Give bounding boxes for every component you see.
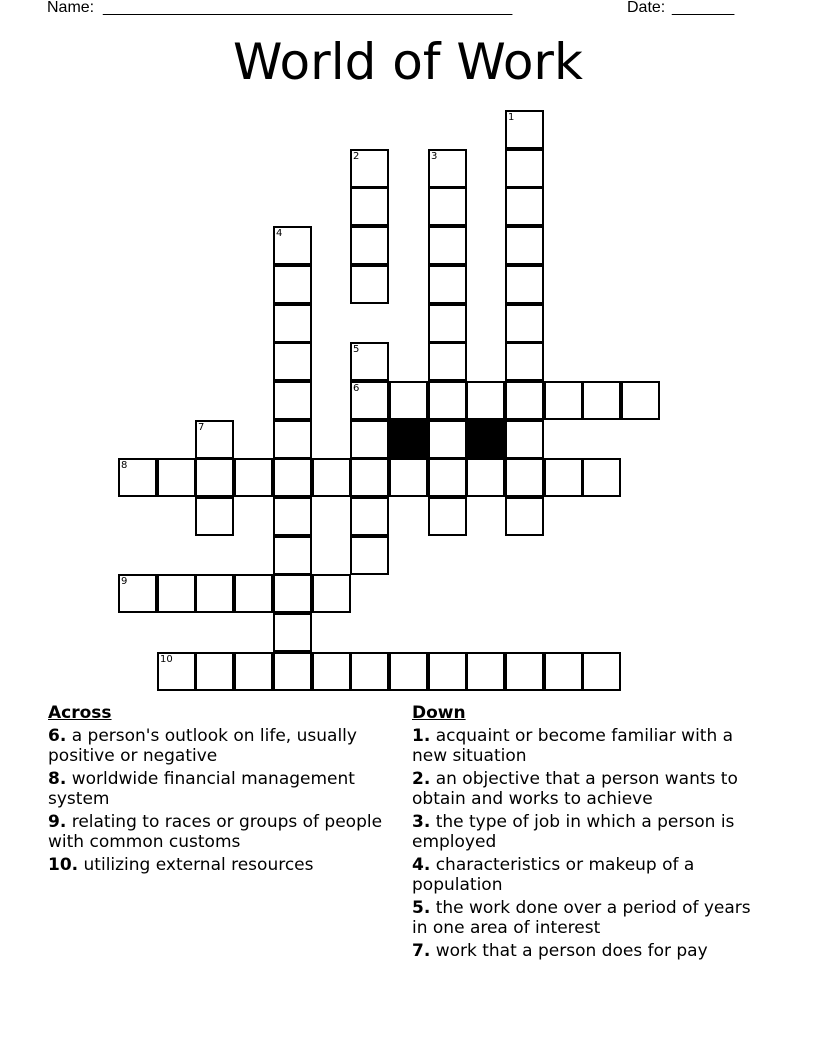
grid-cell[interactable] [273, 497, 312, 536]
grid-cell[interactable] [582, 458, 621, 497]
grid-cell[interactable] [350, 381, 389, 420]
clue-number: 6. [48, 726, 67, 746]
grid-cell[interactable] [582, 652, 621, 691]
grid-cell[interactable] [544, 652, 583, 691]
grid-cell[interactable] [389, 652, 428, 691]
grid-cell[interactable] [350, 497, 389, 536]
clue-number: 4. [412, 855, 431, 875]
grid-cell[interactable] [273, 265, 312, 304]
grid-cell[interactable] [195, 420, 234, 459]
grid-cell[interactable] [428, 497, 467, 536]
clue-number: 8 [121, 460, 128, 471]
clue-text: characteristics or makeup of a population [412, 855, 695, 895]
grid-cell[interactable] [505, 265, 544, 304]
grid-cell[interactable] [428, 226, 467, 265]
down-clue [412, 726, 752, 766]
grid-cell[interactable] [234, 574, 273, 613]
across-clue [48, 855, 388, 875]
grid-cell[interactable] [350, 149, 389, 188]
grid-cell[interactable] [544, 458, 583, 497]
down-heading: Down [412, 703, 466, 723]
clue-number: 9. [48, 812, 67, 832]
grid-cell[interactable] [273, 613, 312, 652]
grid-cell[interactable] [312, 652, 351, 691]
grid-cell[interactable] [466, 381, 505, 420]
across-clues [48, 702, 388, 878]
grid-cell[interactable] [505, 304, 544, 343]
grid-cell[interactable] [273, 226, 312, 265]
grid-cell[interactable] [273, 574, 312, 613]
grid-cell[interactable] [544, 381, 583, 420]
grid-cell[interactable] [350, 187, 389, 226]
across-clue [48, 726, 388, 766]
clue-text: worldwide financial management system [48, 769, 355, 809]
grid-block [389, 420, 428, 459]
down-clue [412, 812, 752, 852]
page-title: World of Work [233, 33, 583, 91]
grid-block [466, 420, 505, 459]
clue-text: relating to races or groups of people with common customs [48, 812, 383, 852]
grid-cell[interactable] [428, 420, 467, 459]
clue-number: 10 [160, 654, 173, 665]
down-clues [412, 702, 752, 964]
clue-text: the work done over a period of years in one area of interest [412, 898, 751, 938]
grid-cell[interactable] [428, 304, 467, 343]
clue-number: 4 [276, 228, 283, 239]
name-label: Name: [47, 0, 95, 16]
grid-cell[interactable] [273, 536, 312, 575]
clue-text: utilizing external resources [78, 855, 314, 875]
grid-cell[interactable] [350, 265, 389, 304]
grid-cell[interactable] [505, 497, 544, 536]
grid-cell[interactable] [505, 110, 544, 149]
date-field[interactable]: _______ [672, 0, 735, 16]
down-clue [412, 898, 752, 938]
clue-text: work that a person does for pay [430, 941, 708, 961]
grid-cell[interactable] [505, 458, 544, 497]
grid-cell[interactable] [273, 458, 312, 497]
name-field[interactable]: ______________________________________________ [103, 0, 513, 16]
grid-cell[interactable] [195, 497, 234, 536]
clue-number: 10. [48, 855, 79, 875]
grid-cell[interactable] [118, 458, 157, 497]
across-clue [48, 769, 388, 809]
clue-number: 5 [353, 344, 360, 355]
grid-cell[interactable] [505, 652, 544, 691]
grid-cell[interactable] [428, 149, 467, 188]
clue-number: 9 [121, 576, 128, 587]
clue-text: the type of job in which a person is employed [412, 812, 735, 852]
across-clue [48, 812, 388, 852]
clue-number: 5. [412, 898, 431, 918]
grid-cell[interactable] [350, 536, 389, 575]
grid-cell[interactable] [350, 342, 389, 381]
grid-cell[interactable] [273, 381, 312, 420]
grid-cell[interactable] [234, 652, 273, 691]
grid-cell[interactable] [234, 458, 273, 497]
grid-cell[interactable] [273, 420, 312, 459]
grid-cell[interactable] [312, 458, 351, 497]
grid-cell[interactable] [195, 652, 234, 691]
grid-cell[interactable] [157, 574, 196, 613]
grid-cell[interactable] [273, 652, 312, 691]
down-clue [412, 941, 752, 961]
clue-number: 6 [353, 383, 360, 394]
grid-cell[interactable] [312, 574, 351, 613]
grid-cell[interactable] [157, 458, 196, 497]
grid-cell[interactable] [389, 458, 428, 497]
clue-number: 3. [412, 812, 431, 832]
clue-number: 1. [412, 726, 431, 746]
clue-text: an objective that a person wants to obtain and works to achieve [412, 769, 738, 809]
grid-cell[interactable] [350, 458, 389, 497]
clue-number: 2. [412, 769, 431, 789]
grid-cell[interactable] [428, 458, 467, 497]
clue-text: acquaint or become familiar with a new situation [412, 726, 734, 766]
grid-cell[interactable] [428, 265, 467, 304]
grid-cell[interactable] [582, 381, 621, 420]
grid-cell[interactable] [505, 149, 544, 188]
grid-cell[interactable] [389, 381, 428, 420]
clue-number: 7. [412, 941, 431, 961]
grid-cell[interactable] [505, 226, 544, 265]
down-clue-list [412, 726, 752, 961]
grid-cell[interactable] [350, 420, 389, 459]
grid-cell[interactable] [505, 381, 544, 420]
clue-number: 7 [198, 422, 205, 433]
clue-number: 1 [508, 112, 515, 123]
grid-cell[interactable] [350, 652, 389, 691]
clue-text: a person's outlook on life, usually positive or negative [48, 726, 357, 766]
grid-cell[interactable] [466, 458, 505, 497]
grid-cell[interactable] [118, 574, 157, 613]
clue-number: 3 [431, 151, 438, 162]
grid-cell[interactable] [273, 342, 312, 381]
grid-cell[interactable] [505, 420, 544, 459]
grid-cell[interactable] [505, 342, 544, 381]
grid-cell[interactable] [273, 304, 312, 343]
grid-cell[interactable] [195, 574, 234, 613]
across-clue-list [48, 726, 388, 875]
clue-number: 2 [353, 151, 360, 162]
grid-cell[interactable] [621, 381, 660, 420]
down-clue [412, 769, 752, 809]
grid-cell[interactable] [157, 652, 196, 691]
grid-cell[interactable] [428, 381, 467, 420]
grid-cell[interactable] [195, 458, 234, 497]
grid-cell[interactable] [466, 652, 505, 691]
grid-cell[interactable] [505, 187, 544, 226]
grid-cell[interactable] [428, 187, 467, 226]
grid-cell[interactable] [428, 342, 467, 381]
grid-cell[interactable] [350, 226, 389, 265]
clue-number: 8. [48, 769, 67, 789]
across-heading: Across [48, 703, 112, 723]
down-clue [412, 855, 752, 895]
date-label: Date: [627, 0, 666, 16]
grid-cell[interactable] [428, 652, 467, 691]
